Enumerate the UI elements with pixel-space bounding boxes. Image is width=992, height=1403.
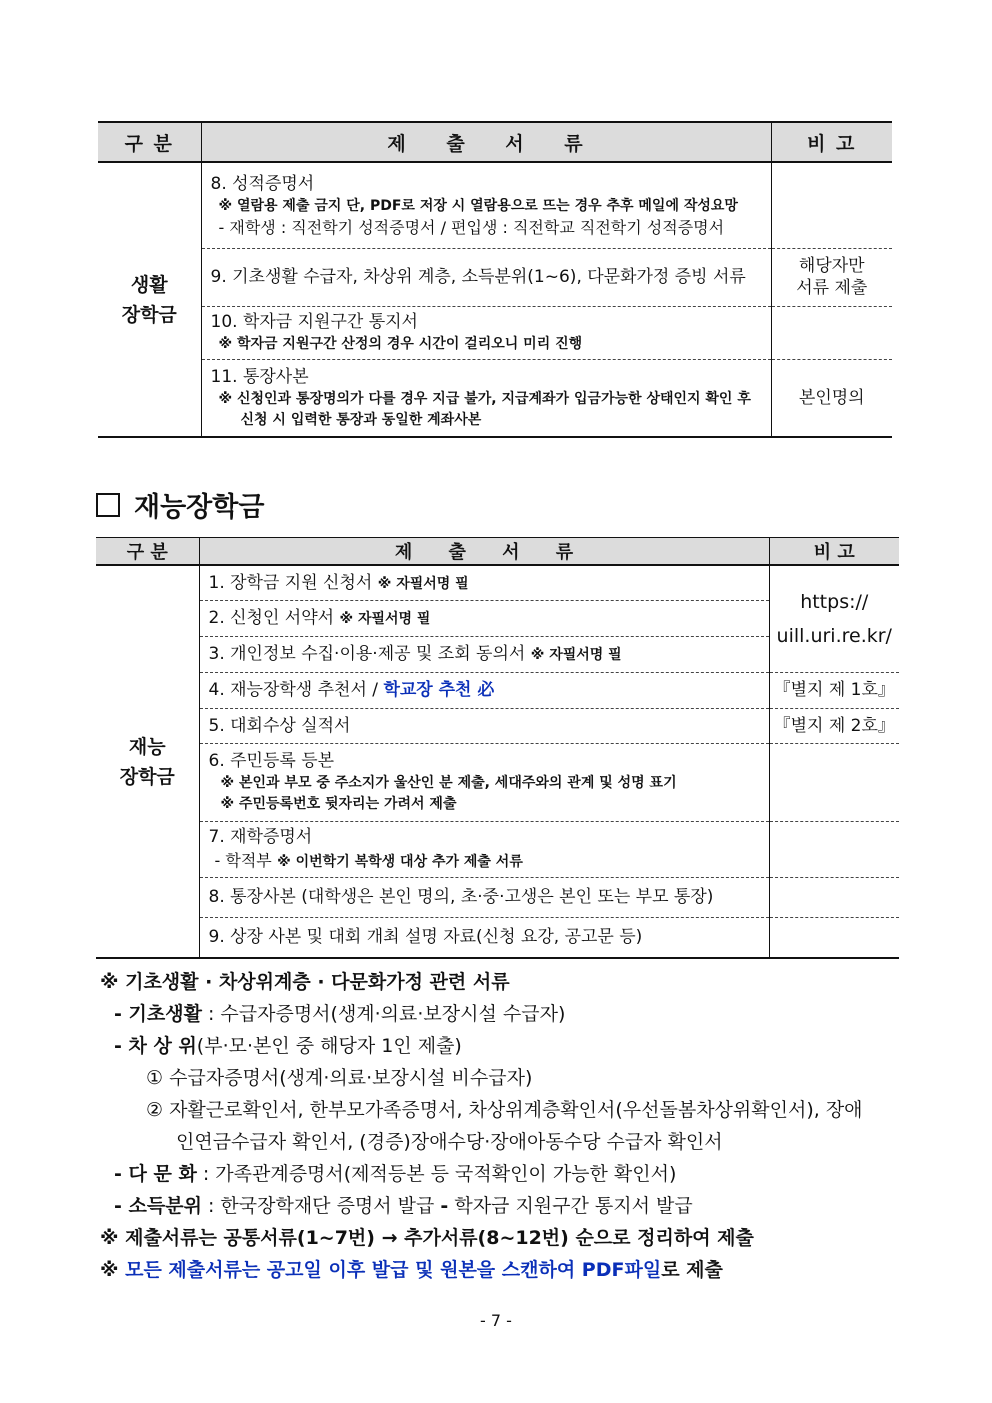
doc-row-1: 1. 장학금 지원 신청서 ※ 자필서명 필 (199, 565, 769, 600)
doc-row-11: 11. 통장사본 ※ 신청인과 통장명의가 다를 경우 지급 불가, 지급계좌가 입금가능한 상태인지 확인 후 신청 시 입력한 통장과 동일한 계좌사본 (201, 359, 771, 437)
remark-row-9: 해당자만 서류 제출 (771, 248, 892, 306)
notes-heading: ※ 기초생활 · 차상위계층 · 다문화가정 관련 서류 (100, 971, 510, 993)
principal-recommendation: 학교장 추천 必 (383, 680, 495, 700)
note-basic-living: - 기초생활 : 수급자증명서(생계·의료·보장시설 수급자) (114, 1003, 566, 1025)
note-order: ※ 제출서류는 공통서류(1~7번) → 추가서류(8~12번) 순으로 정리하여 제출 (100, 1227, 754, 1249)
doc-row-10: 10. 학자금 지원구간 통지서 ※ 학자금 지원구간 산정의 경우 시간이 걸리오니 미리 진행 (201, 306, 771, 359)
remark-row-4: 『별지 제 1호』 (769, 672, 899, 708)
note-near-poverty-2a: ② 자활근로확인서, 한부모가족증명서, 차상위계층확인서(우선돌봄차상위확인서), 장애 (146, 1099, 863, 1121)
note-near-poverty: - 차 상 위(부·모·본인 중 해당자 1인 제출) (114, 1035, 462, 1057)
header-category: 구 분 (98, 122, 201, 162)
remark-row-9 (769, 917, 899, 958)
header-remarks: 비 고 (769, 538, 899, 566)
checkbox-square-icon (96, 493, 120, 517)
page-number: - 7 - (480, 1311, 512, 1330)
category-talent-scholarship: 재능 장학금 (119, 735, 175, 788)
doc-row-9: 9. 기초생활 수급자, 차상위 계층, 소득분위(1~6), 다문화가정 증빙 서류 (201, 248, 771, 306)
doc-row-7: 7. 재학증명서 - 학적부 ※ 이번학기 복학생 대상 추가 제출 서류 (199, 821, 769, 877)
doc-row-9: 9. 상장 사본 및 대회 개최 설명 자료(신청 요강, 공고문 등) (199, 917, 769, 958)
header-category: 구 분 (96, 538, 199, 566)
category-living-scholarship: 생활 장학금 (121, 273, 177, 326)
remark-row-7 (769, 821, 899, 877)
remark-row-11: 본인명의 (771, 359, 892, 437)
remark-row-5: 『별지 제 2호』 (769, 708, 899, 743)
note-income-bracket: - 소득분위 : 한국장학재단 증명서 발급 - 학자금 지원구간 통지서 발급 (114, 1195, 693, 1217)
notes-section (100, 966, 910, 1286)
doc-row-5: 5. 대회수상 실적서 (199, 708, 769, 743)
living-scholarship-table (98, 121, 892, 438)
header-documents: 제 출 서 류 (199, 538, 769, 566)
note-near-poverty-1: ① 수급자증명서(생계·의료·보장시설 비수급자) (146, 1067, 533, 1089)
header-remarks: 비 고 (771, 122, 892, 162)
remark-row-6 (769, 743, 899, 821)
doc-row-4: 4. 재능장학생 추천서 / 학교장 추천 必 (199, 672, 769, 708)
remark-url: https:// uill.uri.re.kr/ (769, 565, 899, 672)
doc-row-3: 3. 개인정보 수집·이용·제공 및 조회 동의서 ※ 자필서명 필 (199, 636, 769, 672)
note-multicultural: - 다 문 화 : 가족관계증명서(제적등본 등 국적확인이 가능한 확인서) (114, 1163, 677, 1185)
doc-row-8: 8. 성적증명서 ※ 열람용 제출 금지 단, PDF로 저장 시 열람용으로 뜨는 경우 추후 메일에 작성요망 - 재학생 : 직전학기 성적증명서 / 편입생 : 직전학교 직전학기 성적증명서 (201, 162, 771, 248)
note-final: ※ 모든 제출서류는 공고일 이후 발급 및 원본을 스캔하여 PDF파일로 제출 (100, 1259, 723, 1281)
header-documents: 제 출 서 류 (201, 122, 771, 162)
note-near-poverty-2b: 인연금수급자 확인서, (경증)장애수당·장애아동수당 수급자 확인서 (176, 1131, 723, 1153)
remark-row-8 (771, 162, 892, 248)
doc-row-8: 8. 통장사본 (대학생은 본인 명의, 초·중·고생은 본인 또는 부모 통장) (199, 877, 769, 917)
remark-row-8 (769, 877, 899, 917)
doc-row-6: 6. 주민등록 등본 ※ 본인과 부모 중 주소지가 울산인 분 제출, 세대주와의 관계 및 성명 표기 ※ 주민등록번호 뒷자리는 가려서 제출 (199, 743, 769, 821)
section-title: 재능장학금 (96, 485, 264, 524)
remark-row-10 (771, 306, 892, 359)
talent-scholarship-table (96, 537, 899, 959)
doc-row-2: 2. 신청인 서약서 ※ 자필서명 필 (199, 600, 769, 636)
